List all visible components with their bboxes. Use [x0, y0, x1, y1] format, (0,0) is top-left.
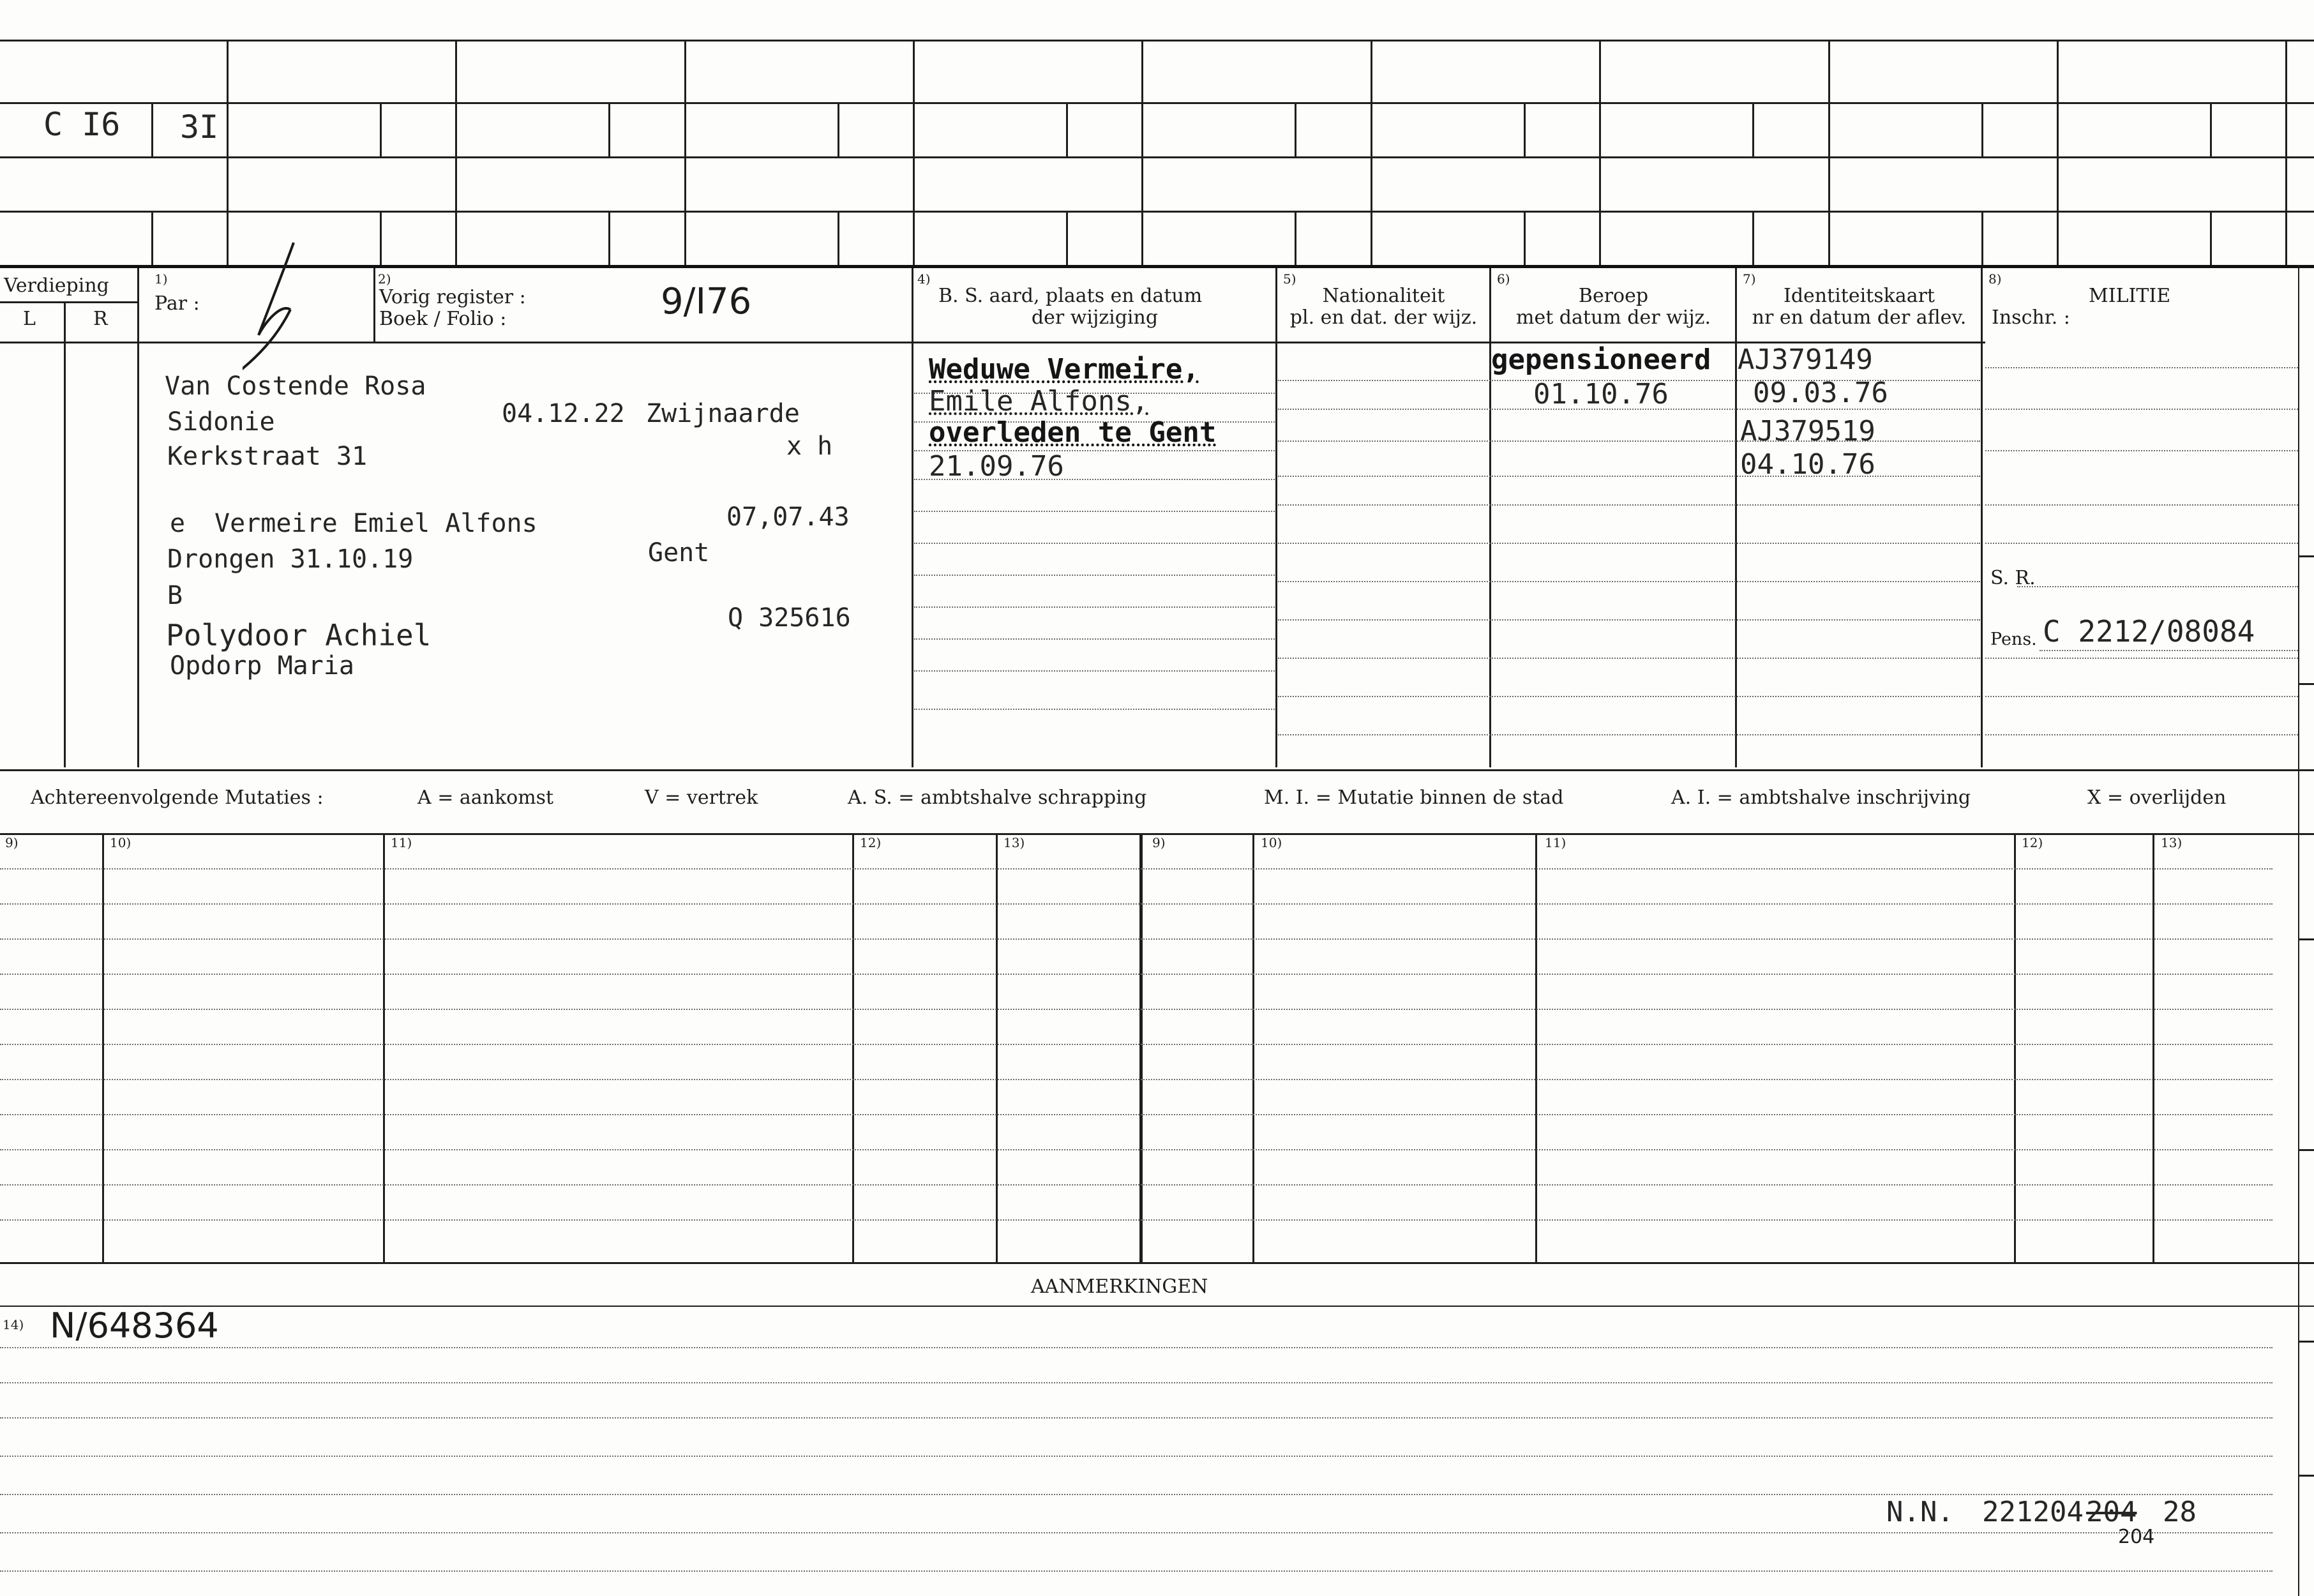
militie-sr: S. R.: [1990, 567, 2036, 589]
doc-number: Q 325616: [728, 603, 851, 633]
dotline: [0, 1494, 2273, 1495]
dotline: [1278, 734, 1980, 735]
register-value: 9/I76: [661, 281, 752, 322]
dotline: [914, 670, 1275, 672]
grid-vline: [1828, 40, 1830, 265]
col-vline: [1735, 268, 1737, 767]
dotline: [0, 1570, 2273, 1572]
grid-vline: [151, 211, 153, 265]
id-date-2: 04.10.76: [1740, 448, 1875, 481]
grid-vline: [684, 40, 686, 265]
col1-label: Par :: [154, 292, 200, 315]
dotline: [0, 1456, 2273, 1457]
person-name: Van Costende Rosa: [165, 372, 426, 401]
spouse-prefix: e: [170, 509, 186, 538]
dotline: [0, 938, 2273, 940]
edge-tick: [2298, 938, 2314, 940]
dotline: [2040, 650, 2298, 651]
grid-vline: [380, 211, 382, 265]
grid-vline: [1981, 211, 1983, 265]
grid-vline: [455, 40, 457, 265]
remarks-line: [0, 1306, 2314, 1307]
grid-vline: [227, 40, 229, 265]
handwritten-stroke: [243, 239, 319, 405]
edge-tick: [2298, 1341, 2314, 1343]
militie-pens: Pens.: [1990, 629, 2037, 649]
mut-vline: [1252, 833, 1254, 1262]
legend-v: V = vertrek: [645, 787, 758, 809]
mut-col9: 9): [5, 835, 19, 850]
col4-line2: der wijziging: [1031, 306, 1159, 329]
mut-vline: [1535, 833, 1537, 1262]
militie-inschr: Inschr. :: [1992, 306, 2070, 329]
grid-vline: [1066, 102, 1068, 156]
dotline: [1985, 367, 2298, 368]
marriage-place: Gent: [648, 538, 710, 568]
edge-tick: [2298, 102, 2314, 104]
dotline: [914, 606, 1275, 608]
dotline: [1278, 619, 1980, 621]
code-a: C I6: [43, 106, 121, 143]
dotline: [0, 1114, 2273, 1115]
mut-vline: [852, 833, 854, 1262]
dotline: [1278, 696, 1980, 697]
grid-vline: [2210, 211, 2212, 265]
mut-vline: [102, 833, 104, 1262]
dotline: [0, 903, 2273, 905]
legend-as: A. S. = ambtshalve schrapping: [848, 787, 1147, 809]
mut-col9b: 9): [1152, 835, 1166, 850]
col2-line1: Vorig register :: [379, 286, 526, 308]
grid-line: [0, 102, 2314, 104]
dotline: [1985, 504, 2298, 506]
grid-vline: [1141, 40, 1143, 265]
code-divider: [151, 102, 153, 156]
address: Kerkstraat 31: [167, 442, 368, 471]
profession-title: gepensioneerd: [1491, 343, 1711, 376]
dotline: [1985, 409, 2298, 410]
id-card-2: AJ379519: [1740, 415, 1875, 448]
dotline: [914, 575, 1275, 576]
dotline: [1985, 450, 2298, 451]
mut-vline: [2152, 833, 2154, 1262]
grid-vline: [838, 102, 839, 156]
dotline: [0, 974, 2273, 975]
col-vline: [137, 268, 139, 767]
person-given-name: Sidonie: [167, 407, 275, 437]
grid-vline: [1524, 102, 1526, 156]
mother-name: Opdorp Maria: [170, 651, 354, 681]
spouse-name: Vermeire Emiel Alfons: [214, 509, 537, 538]
grid-vline: [1524, 211, 1526, 265]
col5-line1: Nationaliteit: [1322, 285, 1445, 307]
col-vline: [64, 301, 66, 767]
edge-line: [2298, 265, 2299, 1596]
edge-tick: [2298, 555, 2314, 557]
col-vline: [1275, 268, 1277, 767]
marriage-date: 07,07.43: [726, 502, 850, 532]
grid-vline: [608, 211, 610, 265]
mut-col12: 12): [860, 835, 882, 850]
dotline: [0, 1009, 2273, 1010]
code-b: 3I: [180, 109, 219, 146]
col-vline: [1981, 268, 1983, 767]
mut-col10b: 10): [1261, 835, 1282, 850]
remarks-top: [0, 1262, 2314, 1264]
dotline: [0, 1417, 2273, 1419]
col7-line2: nr en datum der aflev.: [1752, 306, 1967, 329]
grid-vline: [1752, 211, 1754, 265]
dotline: [1985, 734, 2298, 735]
spouse-birth: Drongen 31.10.19: [167, 545, 414, 574]
mut-col11b: 11): [1545, 835, 1566, 850]
change-line3: overleden te Gent: [929, 416, 1217, 449]
nn-label: N.N.: [1886, 1496, 1954, 1528]
grid-vline: [380, 102, 382, 156]
change-line2: Emile Alfons,: [929, 385, 1149, 418]
edge-tick: [2298, 683, 2314, 685]
verdieping-line: [0, 301, 137, 303]
left-label: L: [23, 308, 36, 330]
grid-line: [0, 156, 2314, 158]
col2-num: 2): [378, 271, 391, 287]
profession-date: 01.10.76: [1533, 378, 1669, 410]
dotline: [1278, 543, 1980, 544]
dotline: [0, 1149, 2273, 1150]
dotline: [1278, 658, 1980, 659]
change-line4: 21.09.76: [929, 450, 1064, 483]
mut-vline: [996, 833, 998, 1262]
grid-vline: [1981, 102, 1983, 156]
mut-col13b: 13): [2161, 835, 2183, 850]
remarks-num: 14): [3, 1317, 24, 1332]
right-label: R: [93, 308, 108, 330]
edge-tick: [2298, 1475, 2314, 1477]
col5-num: 5): [1283, 271, 1296, 287]
dotline: [0, 1184, 2273, 1186]
col6-num: 6): [1497, 271, 1510, 287]
dotline: [0, 1382, 2273, 1383]
b-mark: B: [167, 581, 183, 610]
grid-line: [0, 211, 2314, 213]
legend-mi: M. I. = Mutatie binnen de stad: [1264, 787, 1564, 809]
grid-vline: [1371, 40, 1372, 265]
grid-vline: [1066, 211, 1068, 265]
mut-col11: 11): [391, 835, 412, 850]
birth-date: 04.12.22: [502, 399, 625, 428]
col7-num: 7): [1743, 271, 1756, 287]
legend-x: X = overlijden: [2087, 787, 2227, 809]
grid-vline: [2210, 102, 2212, 156]
father-name: Polydoor Achiel: [166, 618, 432, 652]
remarks-title: AANMERKINGEN: [1031, 1276, 1208, 1298]
col7-line1: Identiteitskaart: [1784, 285, 1935, 307]
col-vline: [373, 268, 375, 342]
grid-vline: [608, 102, 610, 156]
dotline: [914, 638, 1275, 640]
grid-vline: [2057, 40, 2059, 265]
col6-line2: met datum der wijz.: [1516, 306, 1711, 329]
mut-vline: [1139, 833, 1143, 1262]
col4-line1: B. S. aard, plaats en datum: [938, 285, 1203, 307]
mut-col10: 10): [110, 835, 131, 850]
grid-vline: [1295, 211, 1296, 265]
col2-line2: Boek / Folio :: [379, 308, 507, 330]
grid-vline: [1599, 40, 1601, 265]
dotline: [1278, 581, 1980, 582]
dotline: [0, 1079, 2273, 1080]
id-date-1: 09.03.76: [1753, 377, 1888, 409]
dotline: [0, 868, 2273, 870]
dotline: [914, 709, 1275, 710]
dotline: [0, 1347, 2273, 1348]
mut-vline: [383, 833, 385, 1262]
verdieping-label: Verdieping: [4, 275, 109, 297]
mut-col12b: 12): [2022, 835, 2043, 850]
nn-suffix: 28: [2163, 1496, 2197, 1528]
grid-vline: [838, 211, 839, 265]
grid-vline: [1752, 102, 1754, 156]
dotline: [0, 1044, 2273, 1045]
mut-vline: [2014, 833, 2016, 1262]
grid-vline: [2285, 40, 2287, 265]
pens-value: C 2212/08084: [2043, 614, 2255, 649]
id-card-1: AJ379149: [1738, 343, 1873, 376]
col5-line2: pl. en dat. der wijz.: [1289, 306, 1478, 329]
col6-line1: Beroep: [1578, 285, 1649, 307]
dotline: [0, 1219, 2273, 1221]
grid-line: [0, 265, 2314, 268]
dotline: [1985, 658, 2298, 659]
col-vline: [912, 268, 913, 767]
legend-a: A = aankomst: [417, 787, 554, 809]
change-line1: Weduwe Vermeire,: [929, 353, 1199, 386]
grid-vline: [913, 40, 915, 265]
birth-place: Zwijnaarde: [646, 399, 800, 428]
dotline: [2017, 586, 2298, 587]
dotline: [914, 543, 1275, 544]
mut-col13: 13): [1003, 835, 1025, 850]
dotline: [0, 1532, 2273, 1533]
remarks-value: N/648364: [50, 1306, 219, 1346]
dotline: [1985, 696, 2298, 697]
militie-title: MILITIE: [2089, 285, 2171, 307]
nn-struck: 204: [2086, 1496, 2137, 1528]
nn-value: 221204: [1982, 1496, 2084, 1528]
legend-ai: A. I. = ambtshalve inschrijving: [1671, 787, 1971, 809]
dotline: [1278, 504, 1980, 506]
section-line: [0, 769, 2314, 771]
col8-num: 8): [1988, 271, 2002, 287]
nn-correction: 204: [2118, 1526, 2155, 1548]
top-border: [0, 40, 2314, 41]
col4-num: 4): [917, 271, 931, 287]
dotline: [1985, 543, 2298, 544]
dotline: [914, 511, 1275, 512]
edge-tick: [2298, 1149, 2314, 1151]
mutaties-title: Achtereenvolgende Mutaties :: [31, 787, 324, 809]
grid-vline: [1295, 102, 1296, 156]
sex-mark: x h: [786, 432, 833, 461]
col1-num: 1): [154, 271, 168, 287]
